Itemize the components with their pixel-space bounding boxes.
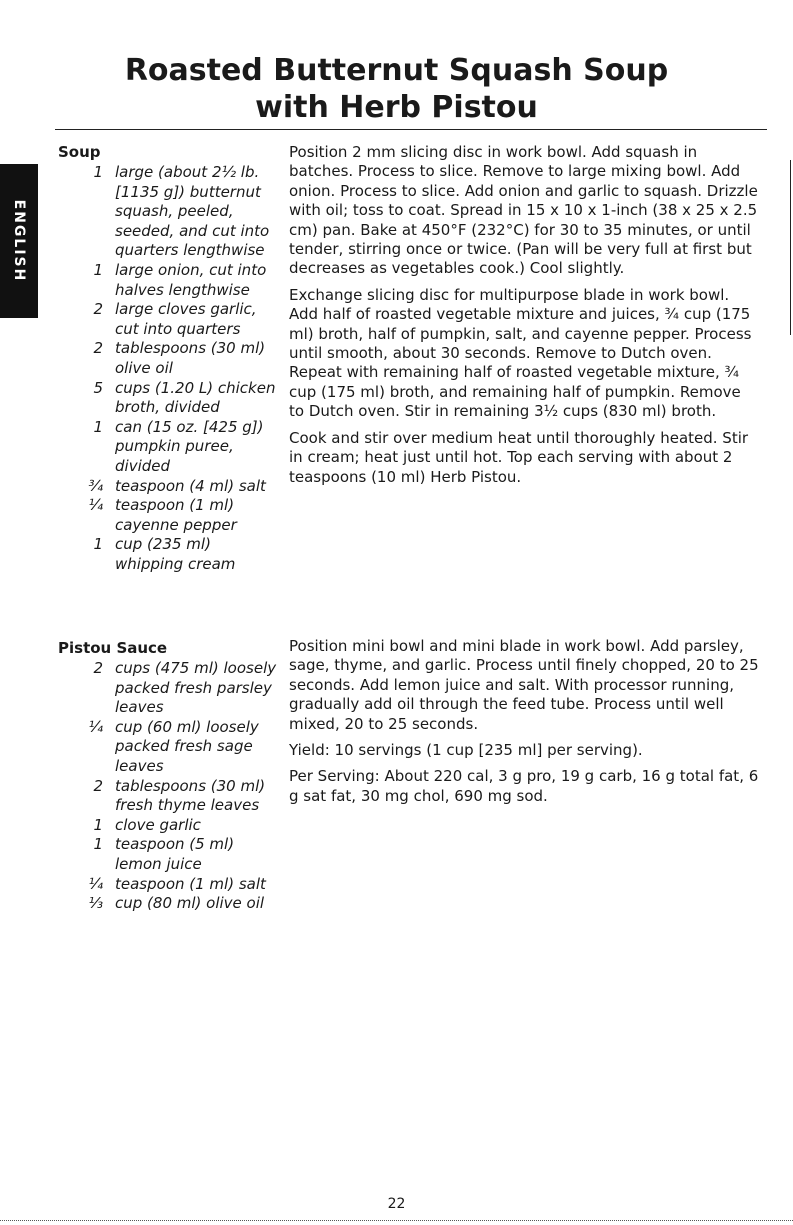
recipe-title <box>0 52 793 126</box>
ingredient-text: cup (60 ml) loosely packed fresh sage leaves <box>115 717 259 775</box>
ingredient-quantity: 5 <box>93 378 103 397</box>
title-divider <box>55 129 767 130</box>
ingredient-quantity: ¼ <box>88 496 103 515</box>
ingredient-text: large cloves garlic, cut into quarters <box>115 300 257 338</box>
pistou-directions <box>289 637 759 813</box>
ingredient-item <box>58 816 280 836</box>
ingredient-text: teaspoon (1 ml) cayenne pepper <box>115 496 237 534</box>
ingredient-item <box>58 718 280 777</box>
bottom-border <box>0 1220 793 1221</box>
ingredient-text: large (about 2½ lb. [1135 g]) butternut squash, peeled, seeded, and cut into quarters lengthwise <box>115 163 270 260</box>
margin-rule <box>790 160 791 335</box>
ingredient-text: teaspoon (4 ml) salt <box>115 476 266 495</box>
direction-paragraph: Cook and stir over medium heat until thoroughly heated. Stir in cream; heat just until hot. Top each serving with about 2 teaspoons (10 ml) Herb Pistou. <box>289 428 749 486</box>
ingredient-quantity: 1 <box>93 815 103 834</box>
language-tab-label: ENGLISH <box>11 199 27 283</box>
nutrition-text: Per Serving: About 220 cal, 3 g pro, 19 g carb, 16 g total fat, 6 g sat fat, 30 mg chol, 690 mg sod. <box>289 767 759 805</box>
pistou-ingredient-list <box>58 659 280 914</box>
ingredient-item <box>58 418 280 477</box>
language-tab <box>0 164 38 318</box>
ingredient-text: large onion, cut into halves lengthwise <box>115 260 267 299</box>
pistou-heading: Pistou Sauce <box>58 639 168 657</box>
ingredient-text: cup (235 ml) whipping cream <box>115 535 236 573</box>
ingredient-item <box>58 835 280 874</box>
ingredient-quantity: ¾ <box>88 476 103 495</box>
soup-ingredients-section <box>58 142 280 574</box>
soup-directions <box>289 143 759 494</box>
yield-text: Yield: 10 servings (1 cup [235 ml] per serving). <box>289 741 643 760</box>
ingredient-text: cup (80 ml) olive oil <box>115 894 265 913</box>
ingredient-item <box>58 659 280 718</box>
ingredient-item <box>58 477 280 497</box>
ingredient-item <box>58 496 280 535</box>
ingredient-quantity: 1 <box>93 260 103 279</box>
ingredient-quantity: ¼ <box>88 874 103 893</box>
direction-paragraph: Position mini bowl and mini blade in work bowl. Add parsley, sage, thyme, and garlic. Process until finely chopped, 20 to 25 seconds. Add lemon juice and salt. With processor running, gradually add oil through the feed tube. Process until well mixed, 20 to 25 seconds. <box>289 637 759 733</box>
recipe-title-line2: with Herb Pistou <box>255 90 538 125</box>
ingredient-item <box>58 300 280 339</box>
ingredient-text: clove garlic <box>115 815 201 834</box>
ingredient-item <box>58 777 280 816</box>
ingredient-text: cups (475 ml) loosely packed fresh parsley leaves <box>115 659 277 717</box>
ingredient-text: tablespoons (30 ml) fresh thyme leaves <box>115 776 266 815</box>
ingredient-item <box>58 163 280 261</box>
direction-paragraph: Exchange slicing disc for multipurpose blade in work bowl. Add half of roasted vegetable mixture and juices, ¾ cup (175 ml) broth, half of pumpkin, salt, and cayenne pepper. Process until smooth, about 30 seconds. Remove to Dutch oven. Repeat with remaining half of roasted vegetable mixture, ¾ cup (175 ml) broth, and remaining half of pumpkin. Remove to Dutch oven. Stir in remaining 3½ cups (830 ml) broth. <box>289 285 752 421</box>
ingredient-quantity: 2 <box>93 659 103 677</box>
ingredient-item <box>58 535 280 574</box>
ingredient-item <box>58 339 280 378</box>
direction-paragraph: Position 2 mm slicing disc in work bowl. Add squash in batches. Process to slice. Remove to large mixing bowl. Add onion. Process to slice. Add onion and garlic to squash. Drizzle with oil; toss to coat. Spread in 15 x 10 x 1-inch (38 x 25 x 2.5 cm) pan. Bake at 450°F (232°C) for 30 to 35 minutes, or until tender, stirring once or twice. (Pan will be very full at first but decreases as vegetables cook.) Cool slightly. <box>289 143 758 278</box>
ingredient-quantity: 1 <box>93 535 103 554</box>
soup-heading: Soup <box>58 143 101 161</box>
soup-ingredient-list <box>58 163 280 574</box>
ingredient-text: tablespoons (30 ml) olive oil <box>115 339 266 377</box>
ingredient-item <box>58 379 280 418</box>
ingredient-quantity: 1 <box>93 163 103 181</box>
ingredient-quantity: ¼ <box>88 717 103 736</box>
ingredient-quantity: 2 <box>93 339 103 358</box>
ingredient-text: can (15 oz. [425 g]) pumpkin puree, divided <box>115 417 264 475</box>
ingredient-item <box>58 894 280 914</box>
pistou-ingredients-section <box>58 638 280 914</box>
ingredient-text: teaspoon (1 ml) salt <box>115 874 266 893</box>
ingredient-quantity: 2 <box>93 776 103 795</box>
ingredient-quantity: 2 <box>93 300 103 319</box>
ingredient-quantity: ⅓ <box>88 894 103 913</box>
ingredient-quantity: 1 <box>93 835 103 854</box>
ingredient-text: cups (1.20 L) chicken broth, divided <box>115 378 276 417</box>
page-number: 22 <box>387 1196 406 1212</box>
ingredient-text: teaspoon (5 ml) lemon juice <box>115 835 235 873</box>
ingredient-item <box>58 261 280 300</box>
recipe-title-line1: Roasted Butternut Squash Soup <box>124 53 669 88</box>
ingredient-quantity: 1 <box>93 417 103 436</box>
ingredient-item <box>58 875 280 895</box>
